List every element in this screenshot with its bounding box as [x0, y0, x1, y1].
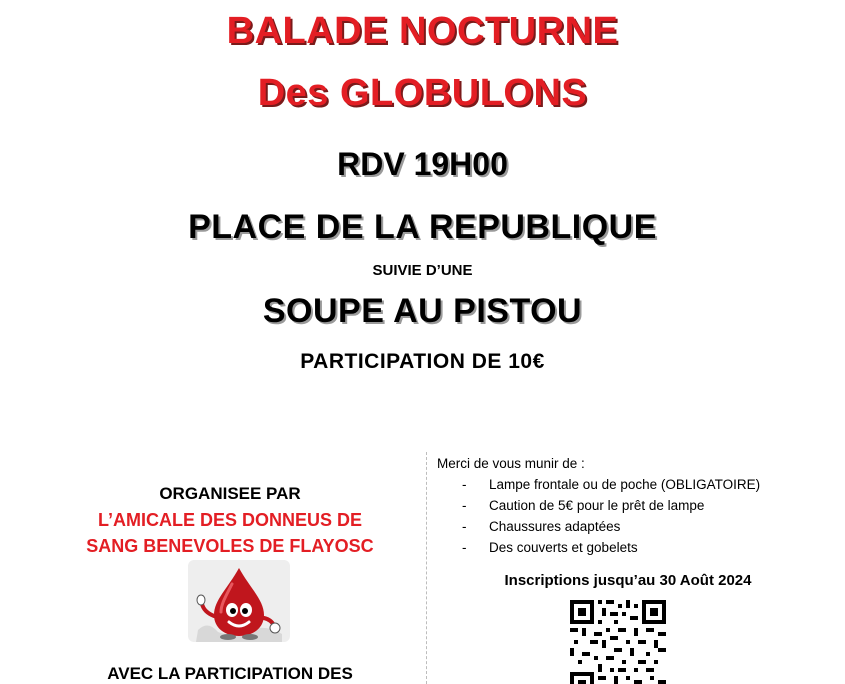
followed-by-label: SUIVIE D’UNE — [372, 262, 473, 279]
bring-items-heading: Merci de vous munir de : — [437, 456, 585, 471]
organized-by-label: ORGANISEE PAR — [159, 484, 301, 503]
list-item — [460, 474, 760, 495]
meeting-time: RDV 19H00 — [337, 146, 508, 182]
bullet-dash: - — [462, 477, 467, 492]
qr-code-icon[interactable] — [568, 598, 668, 684]
bullet-dash: - — [462, 540, 467, 555]
list-item — [460, 495, 760, 516]
bullet-dash: - — [462, 498, 467, 513]
event-title-line1: BALADE NOCTURNE — [226, 10, 619, 52]
list-item-text: Caution de 5€ pour le prêt de lampe — [489, 498, 705, 513]
column-divider — [426, 452, 427, 684]
event-title-line2: Des GLOBULONS — [257, 72, 588, 114]
list-item — [460, 537, 760, 558]
meeting-place: PLACE DE LA REPUBLIQUE — [188, 208, 657, 246]
blood-drop-mascot-icon — [188, 560, 290, 642]
bullet-dash: - — [462, 519, 467, 534]
registration-deadline: Inscriptions jusqu’au 30 Août 2024 — [504, 572, 752, 589]
bring-items-list — [460, 474, 760, 558]
list-item-text: Des couverts et gobelets — [489, 540, 638, 555]
list-item — [460, 516, 760, 537]
with-participation-label: AVEC LA PARTICIPATION DES — [107, 664, 353, 683]
organizer-name-line1: L’AMICALE DES DONNEUS DE — [97, 510, 363, 530]
list-item-text: Chaussures adaptées — [489, 519, 621, 534]
list-item-text: Lampe frontale ou de poche (OBLIGATOIRE) — [489, 477, 761, 492]
organizer-name-line2: SANG BENEVOLES DE FLAYOSC — [86, 536, 374, 556]
participation-fee: PARTICIPATION DE 10€ — [300, 350, 545, 373]
soup-title: SOUPE AU PISTOU — [262, 292, 583, 330]
